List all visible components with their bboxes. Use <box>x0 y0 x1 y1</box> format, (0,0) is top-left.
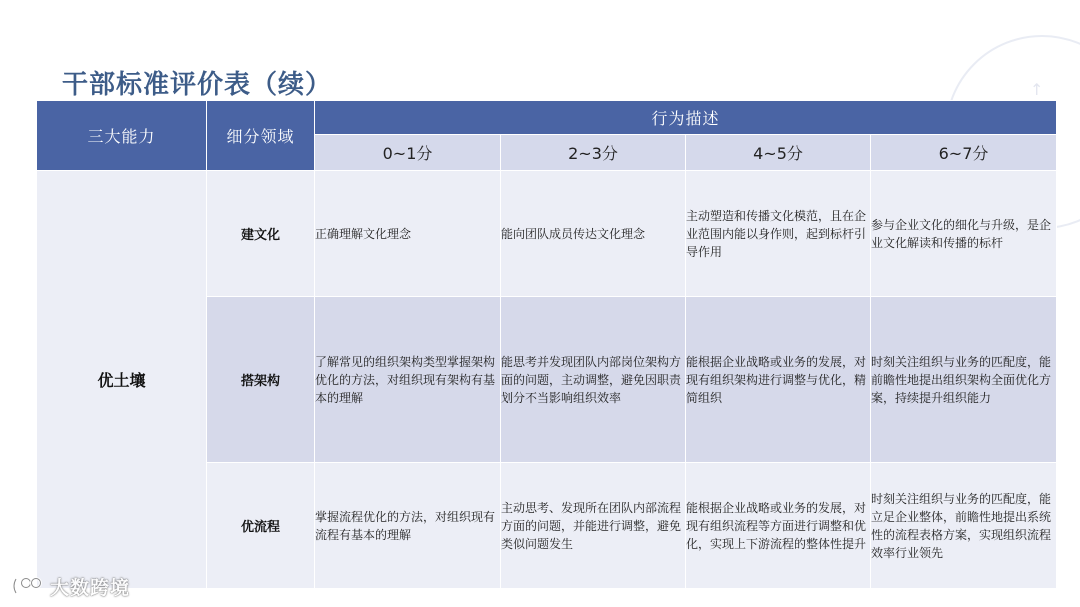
description-cell: 主动思考、发现所在团队内部流程方面的问题，并能进行调整，避免类似问题发生 <box>501 463 686 589</box>
description-cell: 能根据企业战略或业务的发展，对现有组织架构进行调整与优化，精简组织 <box>686 297 871 463</box>
subarea-cell: 建文化 <box>207 171 315 297</box>
subarea-cell: 优流程 <box>207 463 315 589</box>
description-cell: 时刻关注组织与业务的匹配度，能立足企业整体，前瞻性地提出系统性的流程表格方案，实现组织流程效率行业领先 <box>871 463 1057 589</box>
description-cell: 正确理解文化理念 <box>315 171 501 297</box>
header-subarea: 细分领域 <box>207 101 315 171</box>
description-cell: 掌握流程优化的方法，对组织现有流程有基本的理解 <box>315 463 501 589</box>
evaluation-table <box>36 100 1057 589</box>
header-level-4-5: 4~5分 <box>686 135 871 171</box>
watermark-text: 大数跨境 <box>50 576 131 599</box>
subarea-cell: 搭架构 <box>207 297 315 463</box>
watermark <box>10 572 130 600</box>
watermark-logo-icon <box>10 575 44 597</box>
table-row <box>37 171 1057 297</box>
description-cell: 主动塑造和传播文化模范，且在企业范围内能以身作则，起到标杆引导作用 <box>686 171 871 297</box>
description-cell: 了解常见的组织架构类型掌握架构优化的方法，对组织现有架构有基本的理解 <box>315 297 501 463</box>
decorative-arrow-icon: ↑ <box>1030 80 1044 99</box>
header-level-6-7: 6~7分 <box>871 135 1057 171</box>
description-cell: 时刻关注组织与业务的匹配度，能前瞻性地提出组织架构全面优化方案，持续提升组织能力 <box>871 297 1057 463</box>
header-capability: 三大能力 <box>37 101 207 171</box>
description-cell: 能向团队成员传达文化理念 <box>501 171 686 297</box>
header-level-2-3: 2~3分 <box>501 135 686 171</box>
header-level-0-1: 0~1分 <box>315 135 501 171</box>
page-title: 干部标准评价表（续） <box>62 70 333 100</box>
capability-cell: 优土壤 <box>37 171 207 589</box>
description-cell: 能思考并发现团队内部岗位架构方面的问题，主动调整，避免因职责划分不当影响组织效率 <box>501 297 686 463</box>
description-cell: 参与企业文化的细化与升级，是企业文化解读和传播的标杆 <box>871 171 1057 297</box>
description-cell: 能根据企业战略或业务的发展，对现有组织流程等方面进行调整和优化，实现上下游流程的整体性提升 <box>686 463 871 589</box>
header-behavior-description: 行为描述 <box>315 101 1057 135</box>
